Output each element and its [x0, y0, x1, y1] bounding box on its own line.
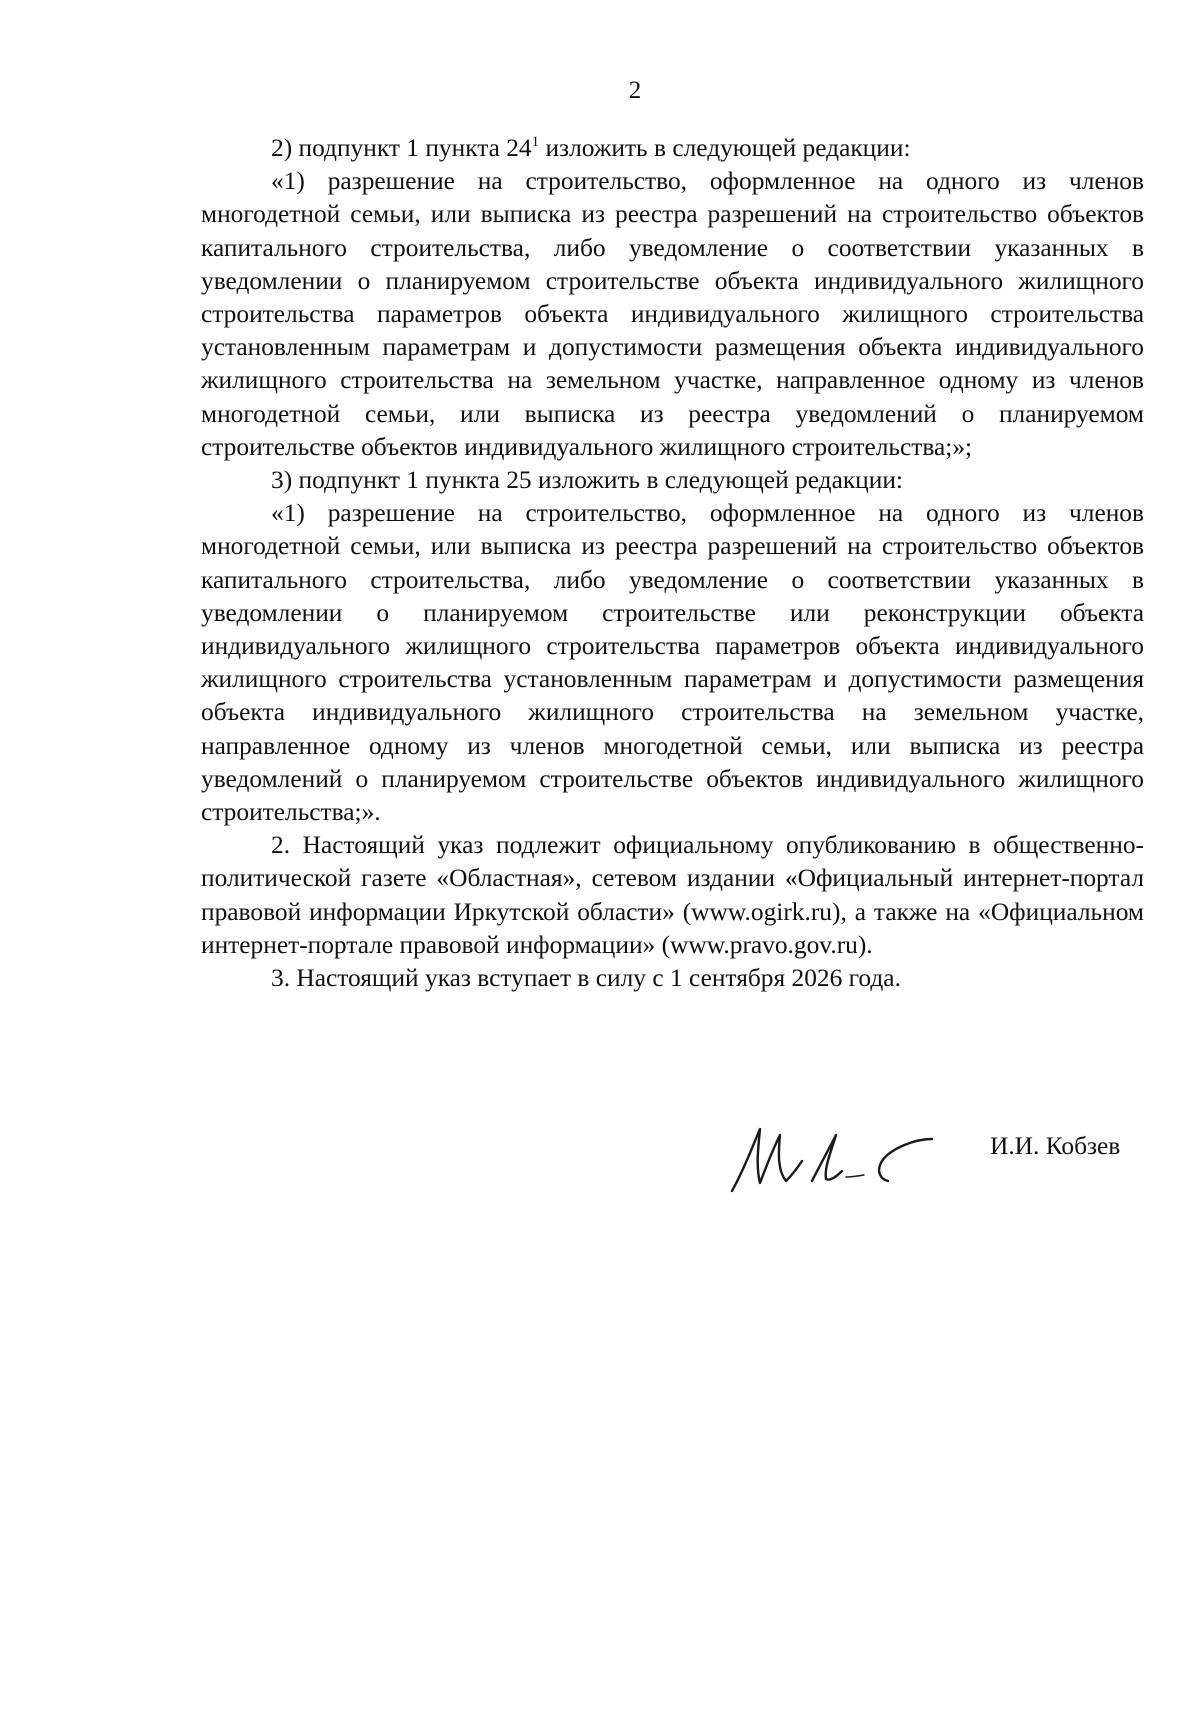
superscript-index: 1 — [531, 134, 540, 150]
document-body — [201, 132, 1144, 995]
paragraph-amendment-3: 3) подпункт 1 пункта 25 изложить в следующей редакции: — [271, 466, 903, 495]
paragraph-quoted-text-2: «1) разрешение на строительство, оформленное на одного из членов многодетной семьи, или выписка из реестра разрешений на строительство объектов капитального строительства, либо уведомление о соответствии указанных в уведомлении о планируемом строительстве или реконструкции объекта индивидуального жилищного строительства параметров объекта индивидуального жилищного строительства установленным параметрам и допустимости размещения объекта индивидуального жилищного строительства на земельном участке, направленное одному из членов многодетной семьи, или выписка из реестра уведомлений о планируемом строительстве объектов индивидуального жилищного строительства;». — [201, 499, 1144, 827]
signatory-name: И.И. Кобзев — [990, 1132, 1121, 1160]
paragraph-quoted-text-1: «1) разрешение на строительство, оформленное на одного из членов многодетной семьи, или выписка из реестра разрешений на строительство объектов капитального строительства, либо уведомление о соответствии указанных в уведомлении о планируемом строительстве объекта индивидуального жилищного строительства параметров объекта индивидуального жилищного строительства установленным параметрам и допустимости размещения объекта индивидуального жилищного строительства на земельном участке, направленное одному из членов многодетной семьи, или выписка из реестра уведомлений о планируемом строительстве объектов индивидуального жилищного строительства;»; — [201, 167, 1144, 461]
paragraph-amendment-2-text: 2) подпункт 1 пункта 24 — [271, 134, 532, 162]
paragraph-publication: 2. Настоящий указ подлежит официальному опубликованию в общественно-политической газете «Областная», сетевом издании «Официальный интернет-портал правовой информации Иркутской области» (www.ogirk.ru), а также на «Официальном интернет-портале правовой информации» (www.pravo.gov.ru). — [201, 831, 1144, 959]
page-number: 2 — [628, 77, 642, 104]
signature-block — [720, 1105, 1160, 1195]
paragraph-effective-date: 3. Настоящий указ вступает в силу с 1 сентября 2026 года. — [271, 964, 901, 993]
paragraph-amendment-2-tail: изложить в следующей редакции: — [539, 134, 911, 162]
handwritten-signature — [720, 1105, 950, 1195]
paragraph-amendment-2 — [201, 132, 1144, 165]
